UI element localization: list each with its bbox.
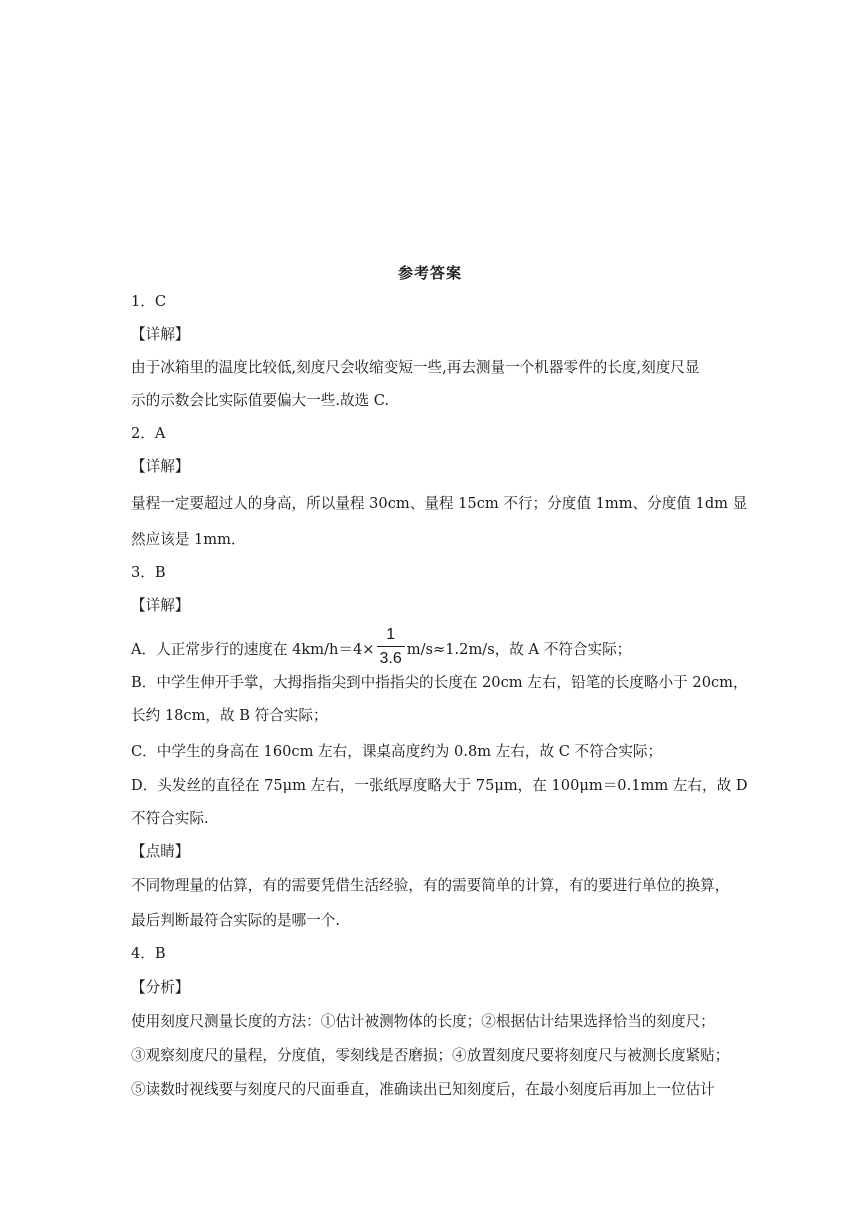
q2-line-1: 量程一定要超过人的身高，所以量程 30cm、量程 15cm 不行；分度值 1mm、分度值 1dm 显 xyxy=(131,495,748,512)
q3-comment-line-2: 最后判断最符合实际的是哪一个. xyxy=(131,912,340,929)
q3-option-a xyxy=(131,626,731,670)
fraction-denominator: 3.6 xyxy=(379,650,402,667)
fraction xyxy=(377,627,405,667)
q3-option-b-line-1: B．中学生伸开手掌，大拇指指尖到中指指尖的长度在 20cm 左右，铅笔的长度略小于 20cm， xyxy=(131,674,748,691)
q3-option-b-line-2: 长约 18cm，故 B 符合实际； xyxy=(131,707,328,724)
q1-answer: 1．C xyxy=(131,293,167,310)
q4-answer: 4．B xyxy=(131,945,166,962)
q4-label: 【分析】 xyxy=(131,979,190,996)
q1-line-1: 由于冰箱里的温度比较低,刻度尺会收缩变短一些,再去测量一个机器零件的长度,刻度尺显 xyxy=(131,359,700,376)
q3-answer: 3．B xyxy=(131,564,166,581)
q2-line-2: 然应该是 1mm． xyxy=(131,531,246,548)
q3-option-a-suffix: m/s≈1.2m/s，故 A 不符合实际； xyxy=(406,641,632,658)
q4-line-3: ⑤读数时视线要与刻度尺的尺面垂直，准确读出已知刻度后，在最小刻度后再加上一位估计 xyxy=(131,1081,715,1098)
q2-answer: 2．A xyxy=(131,425,166,442)
q3-option-a-prefix: A．人正常步行的速度在 4km/h＝4× xyxy=(131,641,375,658)
q3-option-c: C．中学生的身高在 160cm 左右，课桌高度约为 0.8m 左右，故 C 不符合实际； xyxy=(131,743,663,760)
fraction-numerator: 1 xyxy=(377,627,405,647)
q1-label: 【详解】 xyxy=(131,326,190,343)
q3-comment-label: 【点睛】 xyxy=(131,843,190,860)
q4-line-1: 使用刻度尺测量长度的方法：①估计被测物体的长度；②根据估计结果选择恰当的刻度尺； xyxy=(131,1013,715,1030)
q3-label: 【详解】 xyxy=(131,597,190,614)
q3-comment-line-1: 不同物理量的估算，有的需要凭借生活经验，有的需要简单的计算，有的要进行单位的换算， xyxy=(131,877,730,894)
q1-line-2: 示的示数会比实际值要偏大一些.故选 C. xyxy=(131,392,390,409)
page-title: 参考答案 xyxy=(397,264,462,282)
q3-option-d-line-2: 不符合实际. xyxy=(131,810,209,827)
q2-label: 【详解】 xyxy=(131,458,190,475)
q4-line-2: ③观察刻度尺的量程，分度值，零刻线是否磨损；④放置刻度尺要将刻度尺与被测长度紧贴； xyxy=(131,1047,730,1064)
q3-option-d-line-1: D．头发丝的直径在 75μm 左右，一张纸厚度略大于 75μm，在 100μm＝0.1mm 左右，故 D xyxy=(131,777,748,794)
